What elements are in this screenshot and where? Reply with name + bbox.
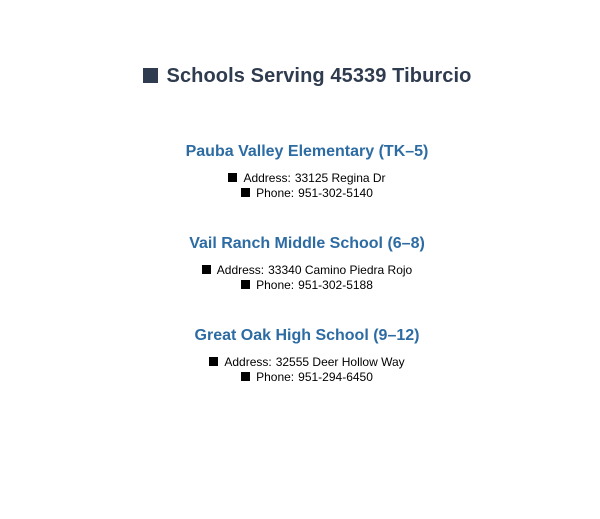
school-section [14,234,600,293]
school-name: Vail Ranch Middle School (6–8) [189,235,425,252]
school-name: Pauba Valley Elementary (TK–5) [185,143,429,160]
school-section [14,326,600,385]
phone-label: Phone: [256,278,295,292]
square-bullet-icon [202,265,211,274]
phone-value: 951-302-5140 [298,186,373,200]
square-bullet-icon [143,68,158,83]
square-bullet-icon [209,357,218,366]
phone-line [14,186,600,201]
square-bullet-icon [228,173,237,182]
address-line [14,171,600,186]
phone-line [14,370,600,385]
square-bullet-icon [241,372,250,381]
address-line [14,263,600,278]
phone-value: 951-294-6450 [298,370,373,384]
address-label: Address: [243,171,291,185]
school-section [14,142,600,201]
square-bullet-icon [241,188,250,197]
phone-value: 951-302-5188 [298,278,373,292]
phone-line [14,278,600,293]
square-bullet-icon [241,280,250,289]
page-title-text: Schools Serving 45339 Tiburcio [166,65,472,87]
phone-label: Phone: [256,370,295,384]
address-value: 32555 Deer Hollow Way [275,355,405,369]
address-label: Address: [224,355,272,369]
address-line [14,355,600,370]
school-sections [14,142,600,385]
school-name: Great Oak High School (9–12) [194,327,420,344]
phone-label: Phone: [256,186,295,200]
address-label: Address: [216,263,265,277]
address-value: 33125 Regina Dr [294,171,386,185]
address-value: 33340 Camino Piedra Rojo [268,263,413,277]
page-title [14,64,600,89]
